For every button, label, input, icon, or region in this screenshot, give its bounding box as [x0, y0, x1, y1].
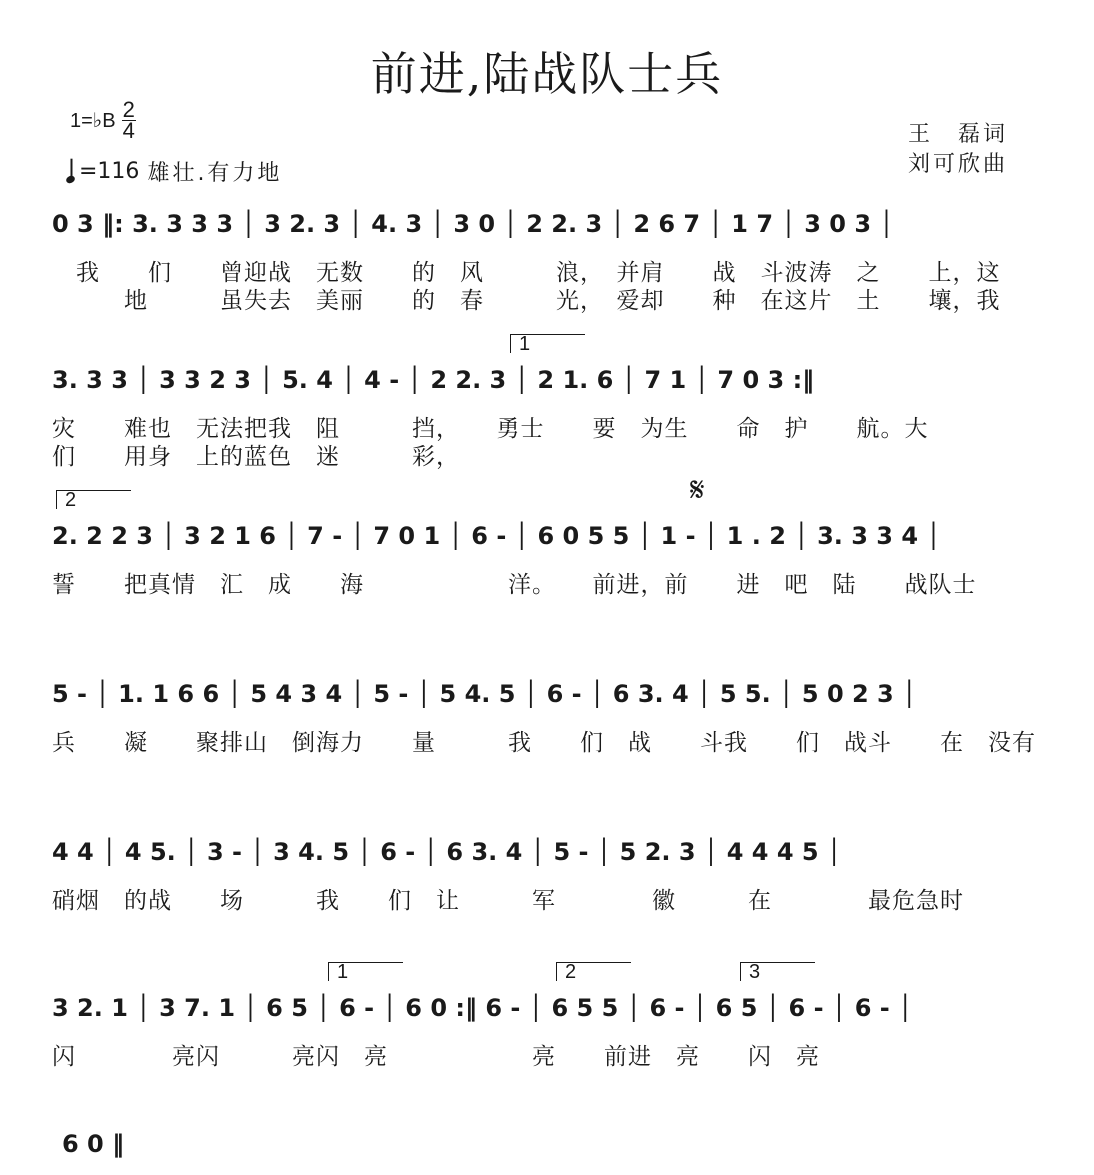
notes-row-2: 3. 3 3 │ 3 3 2 3 │ 5. 4 │ 4 - │ 2 2. 3 │ 2 1. 6 │ 7 1 │ 7 0 3 :‖	[52, 366, 815, 394]
tempo-expression: 雄壮.有力地	[147, 161, 283, 186]
tempo-marking	[66, 156, 282, 187]
song-title: 前进,陆战队士兵	[370, 47, 724, 101]
ending-bracket-1: 1	[510, 334, 585, 353]
lyrics-row-1-verse-2: 地 虽失去 美丽 的 春 光， 爱却 种 在这片 土 壤，我	[52, 288, 1001, 314]
lyrics-row-5: 硝烟 的战 场 我 们 让 军 徽 在 最危急时	[52, 888, 964, 914]
notes-row-4: 5 - │ 1. 1 6 6 │ 5 4 3 4 │ 5 - │ 5 4. 5 │ 6 - │ 6 3. 4 │ 5 5. │ 5 0 2 3 │	[52, 680, 917, 708]
time-signature-bottom: 4	[122, 118, 135, 143]
quarter-note-icon	[65, 174, 76, 184]
final-tail-notes: 6 0 ‖	[62, 1130, 125, 1158]
composer-credit: 刘可欣曲	[907, 152, 1008, 177]
time-signature	[122, 97, 136, 143]
notes-row-6: 3 2. 1 │ 3 7. 1 │ 6 5 │ 6 - │ 6 0 :‖ 6 - │ 6 5 5 │ 6 - │ 6 5 │ 6 - │ 6 - │	[52, 994, 913, 1022]
notes-row-5: 4 4 │ 4 5. │ 3 - │ 3 4. 5 │ 6 - │ 6 3. 4 │ 5 - │ 5 2. 3 │ 4 4 4 5 │	[52, 838, 842, 866]
lyrics-row-2-verse-1: 灾 难也 无法把我 阻 挡， 勇士 要 为生 命 护 航。大	[52, 416, 929, 442]
time-signature-top: 2	[122, 97, 135, 122]
ending-bracket-2: 2	[56, 490, 131, 509]
key-label: 1=♭B	[70, 110, 116, 132]
lyrics-row-6: 闪 亮闪 亮闪 亮 亮 前进 亮 闪 亮	[52, 1044, 820, 1070]
credits	[908, 120, 1008, 180]
segno-icon: 𝄋	[690, 470, 705, 510]
ending-bracket-row6-3: 3	[740, 962, 815, 981]
notes-row-3: 2. 2 2 3 │ 3 2 1 6 │ 7 - │ 7 0 1 │ 6 - │ 6 0 5 5 │ 1 - │ 1 . 2 │ 3. 3 3 4 │	[52, 522, 941, 550]
lyrics-row-1-verse-1: 我 们 曾迎战 无数 的 风 浪， 并肩 战 斗波涛 之 上，这	[52, 260, 1001, 286]
tempo-bpm: =116	[79, 159, 140, 184]
key-signature	[70, 97, 136, 143]
ending-bracket-row6-2: 2	[556, 962, 631, 981]
lyrics-row-2-verse-2: 们 用身 上的蓝色 迷 彩，	[52, 444, 460, 470]
lyrics-row-3: 誓 把真情 汇 成 海 洋。 前进，前 进 吧 陆 战队士	[52, 572, 977, 598]
notes-row-1: 0 3 ‖: 3. 3 3 3 │ 3 2. 3 │ 4. 3 │ 3 0 │ 2 2. 3 │ 2 6 7 │ 1 7 │ 3 0 3 │	[52, 210, 894, 238]
ending-bracket-row6-1: 1	[328, 962, 403, 981]
lyricist-credit: 王 磊词	[907, 122, 1008, 147]
lyrics-row-4: 兵 凝 聚排山 倒海力 量 我 们 战 斗我 们 战斗 在 没有	[52, 730, 1036, 756]
